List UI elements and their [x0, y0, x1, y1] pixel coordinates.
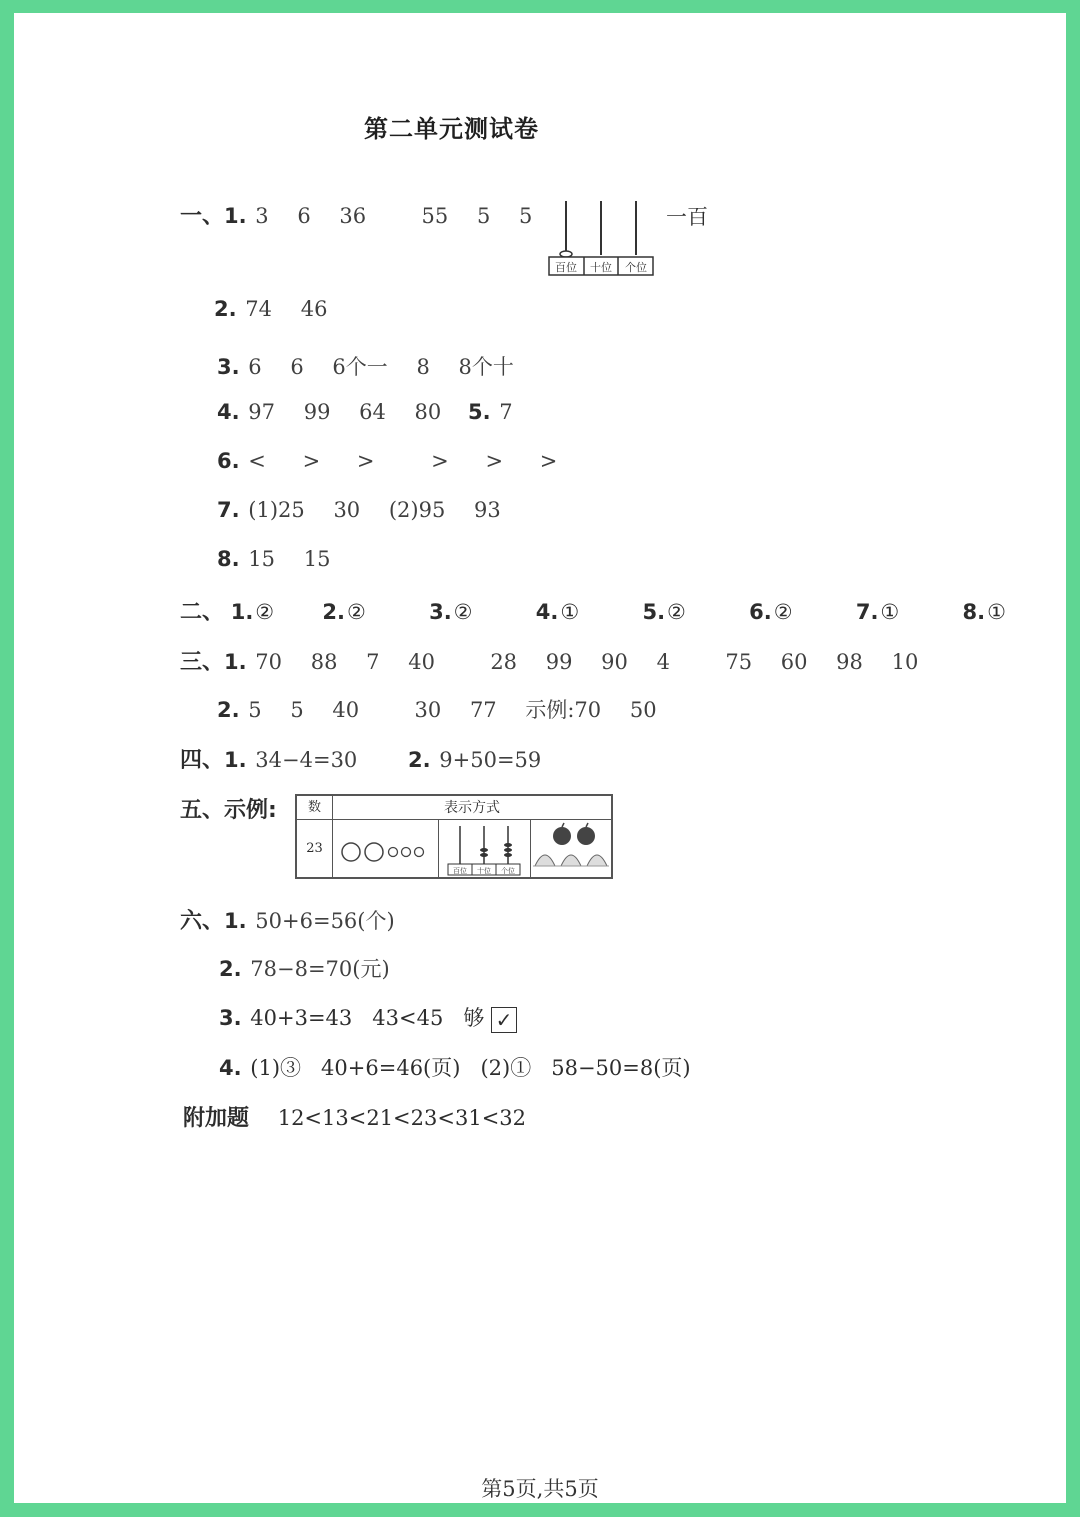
s6-q4-row [219, 1052, 691, 1082]
s6-q1-row [180, 904, 417, 935]
answer: 99 [545, 650, 573, 674]
answer: 7 [366, 650, 380, 674]
answer: 74 [245, 297, 273, 321]
answer: 5 [290, 698, 304, 722]
table-header-number: 数 [297, 796, 333, 820]
answer-sheet [14, 13, 1066, 1503]
answer: 5 [476, 204, 491, 228]
question-number: 7. [217, 498, 240, 522]
page-title: 第二单元测试卷 [364, 115, 539, 143]
answer: 4 [656, 650, 670, 674]
answer: 15 [248, 547, 276, 571]
question-number: 2. [219, 957, 242, 981]
answer: 77 [469, 698, 497, 722]
s3-q2-row [217, 694, 679, 724]
example-table [295, 794, 613, 879]
section-label: 三、 [180, 650, 225, 675]
circles-cell [333, 820, 439, 877]
answer: 40 [408, 650, 435, 674]
section-label: 四、 [180, 748, 225, 773]
section-label: 六、 [180, 909, 225, 934]
answer: 88 [310, 650, 338, 674]
answer: 6个一 [332, 355, 388, 379]
abacus-label: 十位 [590, 261, 612, 274]
answer: 8 [416, 355, 430, 379]
answer: ① [560, 600, 580, 624]
question-number: 4. [219, 1056, 242, 1080]
answer: 46 [300, 297, 328, 321]
bonus-row [183, 1101, 526, 1132]
s1-q2-row [214, 297, 349, 321]
answer: 6 [290, 355, 304, 379]
answer: 7 [499, 400, 513, 424]
s1-q8-row [217, 547, 352, 571]
question-number: 1. [224, 204, 247, 228]
answer: 90 [601, 650, 628, 674]
answer: 9+50=59 [439, 748, 542, 772]
s6-q3-row [219, 1002, 517, 1033]
circles-icon [333, 820, 437, 877]
abacus-label: 个位 [501, 867, 515, 875]
answer: 示例:70 [525, 698, 602, 722]
answer: ② [346, 600, 366, 624]
s1-q5-row [468, 400, 535, 424]
checkbox-icon: ✓ [491, 1007, 517, 1033]
bonus-answer: 12<13<21<23<31<32 [277, 1106, 527, 1130]
answer: (2)95 [388, 498, 446, 522]
s5-label [180, 793, 277, 824]
s6-q2-row [219, 953, 412, 983]
table-header-representation: 表示方式 [333, 796, 611, 820]
answer: 15 [303, 547, 331, 571]
answer: > [356, 449, 375, 473]
question-number: 6. [749, 600, 772, 624]
question-number: 1. [224, 650, 247, 674]
answer: 60 [780, 650, 808, 674]
answer: 6 [248, 355, 262, 379]
answer: ① [987, 600, 1006, 624]
answer: 98 [836, 650, 863, 674]
answer: (1)25 [248, 498, 305, 522]
question-number: 4. [217, 400, 240, 424]
fruit-cell [531, 820, 611, 877]
answer: 8个十 [458, 355, 514, 379]
table-number-cell: 23 [297, 820, 333, 877]
answer: > [485, 449, 504, 473]
s3-q1-row [180, 645, 940, 676]
s1-q7-row [217, 498, 523, 522]
answer: 5 [248, 698, 262, 722]
question-number: 3. [217, 355, 240, 379]
question-number: 8. [962, 600, 986, 624]
answer: 30 [414, 698, 442, 722]
question-number: 6. [217, 449, 240, 473]
answer: > [431, 449, 449, 473]
question-number: 5. [468, 400, 491, 424]
question-number: 4. [535, 600, 559, 624]
answer: 50 [629, 698, 657, 722]
section-label: 一、 [180, 204, 225, 229]
answer: 50+6=56(个) [255, 909, 395, 933]
answer: 78−8=70(元) [250, 957, 390, 981]
answer: 40 [332, 698, 360, 722]
answer: 93 [474, 498, 501, 522]
answer: 36 [339, 204, 367, 228]
answer: 10 [891, 650, 919, 674]
section-label: 五、示例: [180, 798, 277, 823]
s1-q1-tail: 一百 [666, 205, 708, 229]
answer: 3 [255, 204, 269, 228]
answer: 75 [725, 650, 753, 674]
fruit-icon [531, 820, 613, 877]
question-number: 2. [217, 698, 240, 722]
question-number: 7. [855, 600, 879, 624]
answer: 28 [490, 650, 518, 674]
answer: 70 [255, 650, 283, 674]
answer: 55 [421, 204, 449, 228]
question-number: 2. [214, 297, 237, 321]
abacus-label: 百位 [453, 867, 467, 875]
question-number: 8. [217, 547, 240, 571]
answer: 6 [297, 204, 311, 228]
answer: 5 [519, 204, 533, 228]
answer: ② [667, 600, 686, 624]
s1-q4-row [217, 400, 463, 424]
question-number: 5. [642, 600, 666, 624]
question-number: 2. [407, 748, 431, 772]
answer: > [302, 449, 321, 473]
question-number: 1. [230, 600, 254, 624]
answer: ① [880, 600, 900, 624]
answer: 64 [359, 400, 386, 424]
bonus-label: 附加题 [183, 1106, 250, 1131]
answer: < [248, 449, 266, 473]
page-footer: 第5页,共5页 [481, 1477, 599, 1501]
abacus-label: 百位 [555, 261, 577, 274]
question-number: 1. [224, 909, 247, 933]
answer: 30 [333, 498, 361, 522]
question-number: 3. [219, 1006, 242, 1030]
abacus-diagram [548, 201, 654, 277]
answer: 40+3=43 43<45 够 [250, 1006, 485, 1030]
answer: ② [773, 600, 793, 624]
section-label: 二、 [180, 600, 225, 625]
s4-row [180, 743, 563, 774]
question-number: 3. [429, 600, 452, 624]
s1-q1-row [180, 199, 554, 230]
abacus-label: 十位 [477, 867, 491, 875]
answer: ② [453, 600, 473, 624]
answer: > [539, 449, 558, 473]
abacus-icon [439, 820, 529, 877]
answer: ② [255, 600, 275, 624]
question-number: 1. [224, 748, 247, 772]
answer: 97 [248, 400, 276, 424]
answer: 99 [303, 400, 331, 424]
answer: 34−4=30 [255, 748, 358, 772]
s2-row [180, 595, 1006, 626]
s1-q3-row [217, 351, 536, 381]
abacus-cell [439, 820, 531, 877]
abacus-label: 个位 [625, 261, 647, 274]
answer: 80 [414, 400, 442, 424]
question-number: 2. [322, 600, 345, 624]
s1-q6-row [217, 449, 579, 473]
answer: (1)③ 40+6=46(页) (2)① 58−50=8(页) [250, 1056, 691, 1080]
